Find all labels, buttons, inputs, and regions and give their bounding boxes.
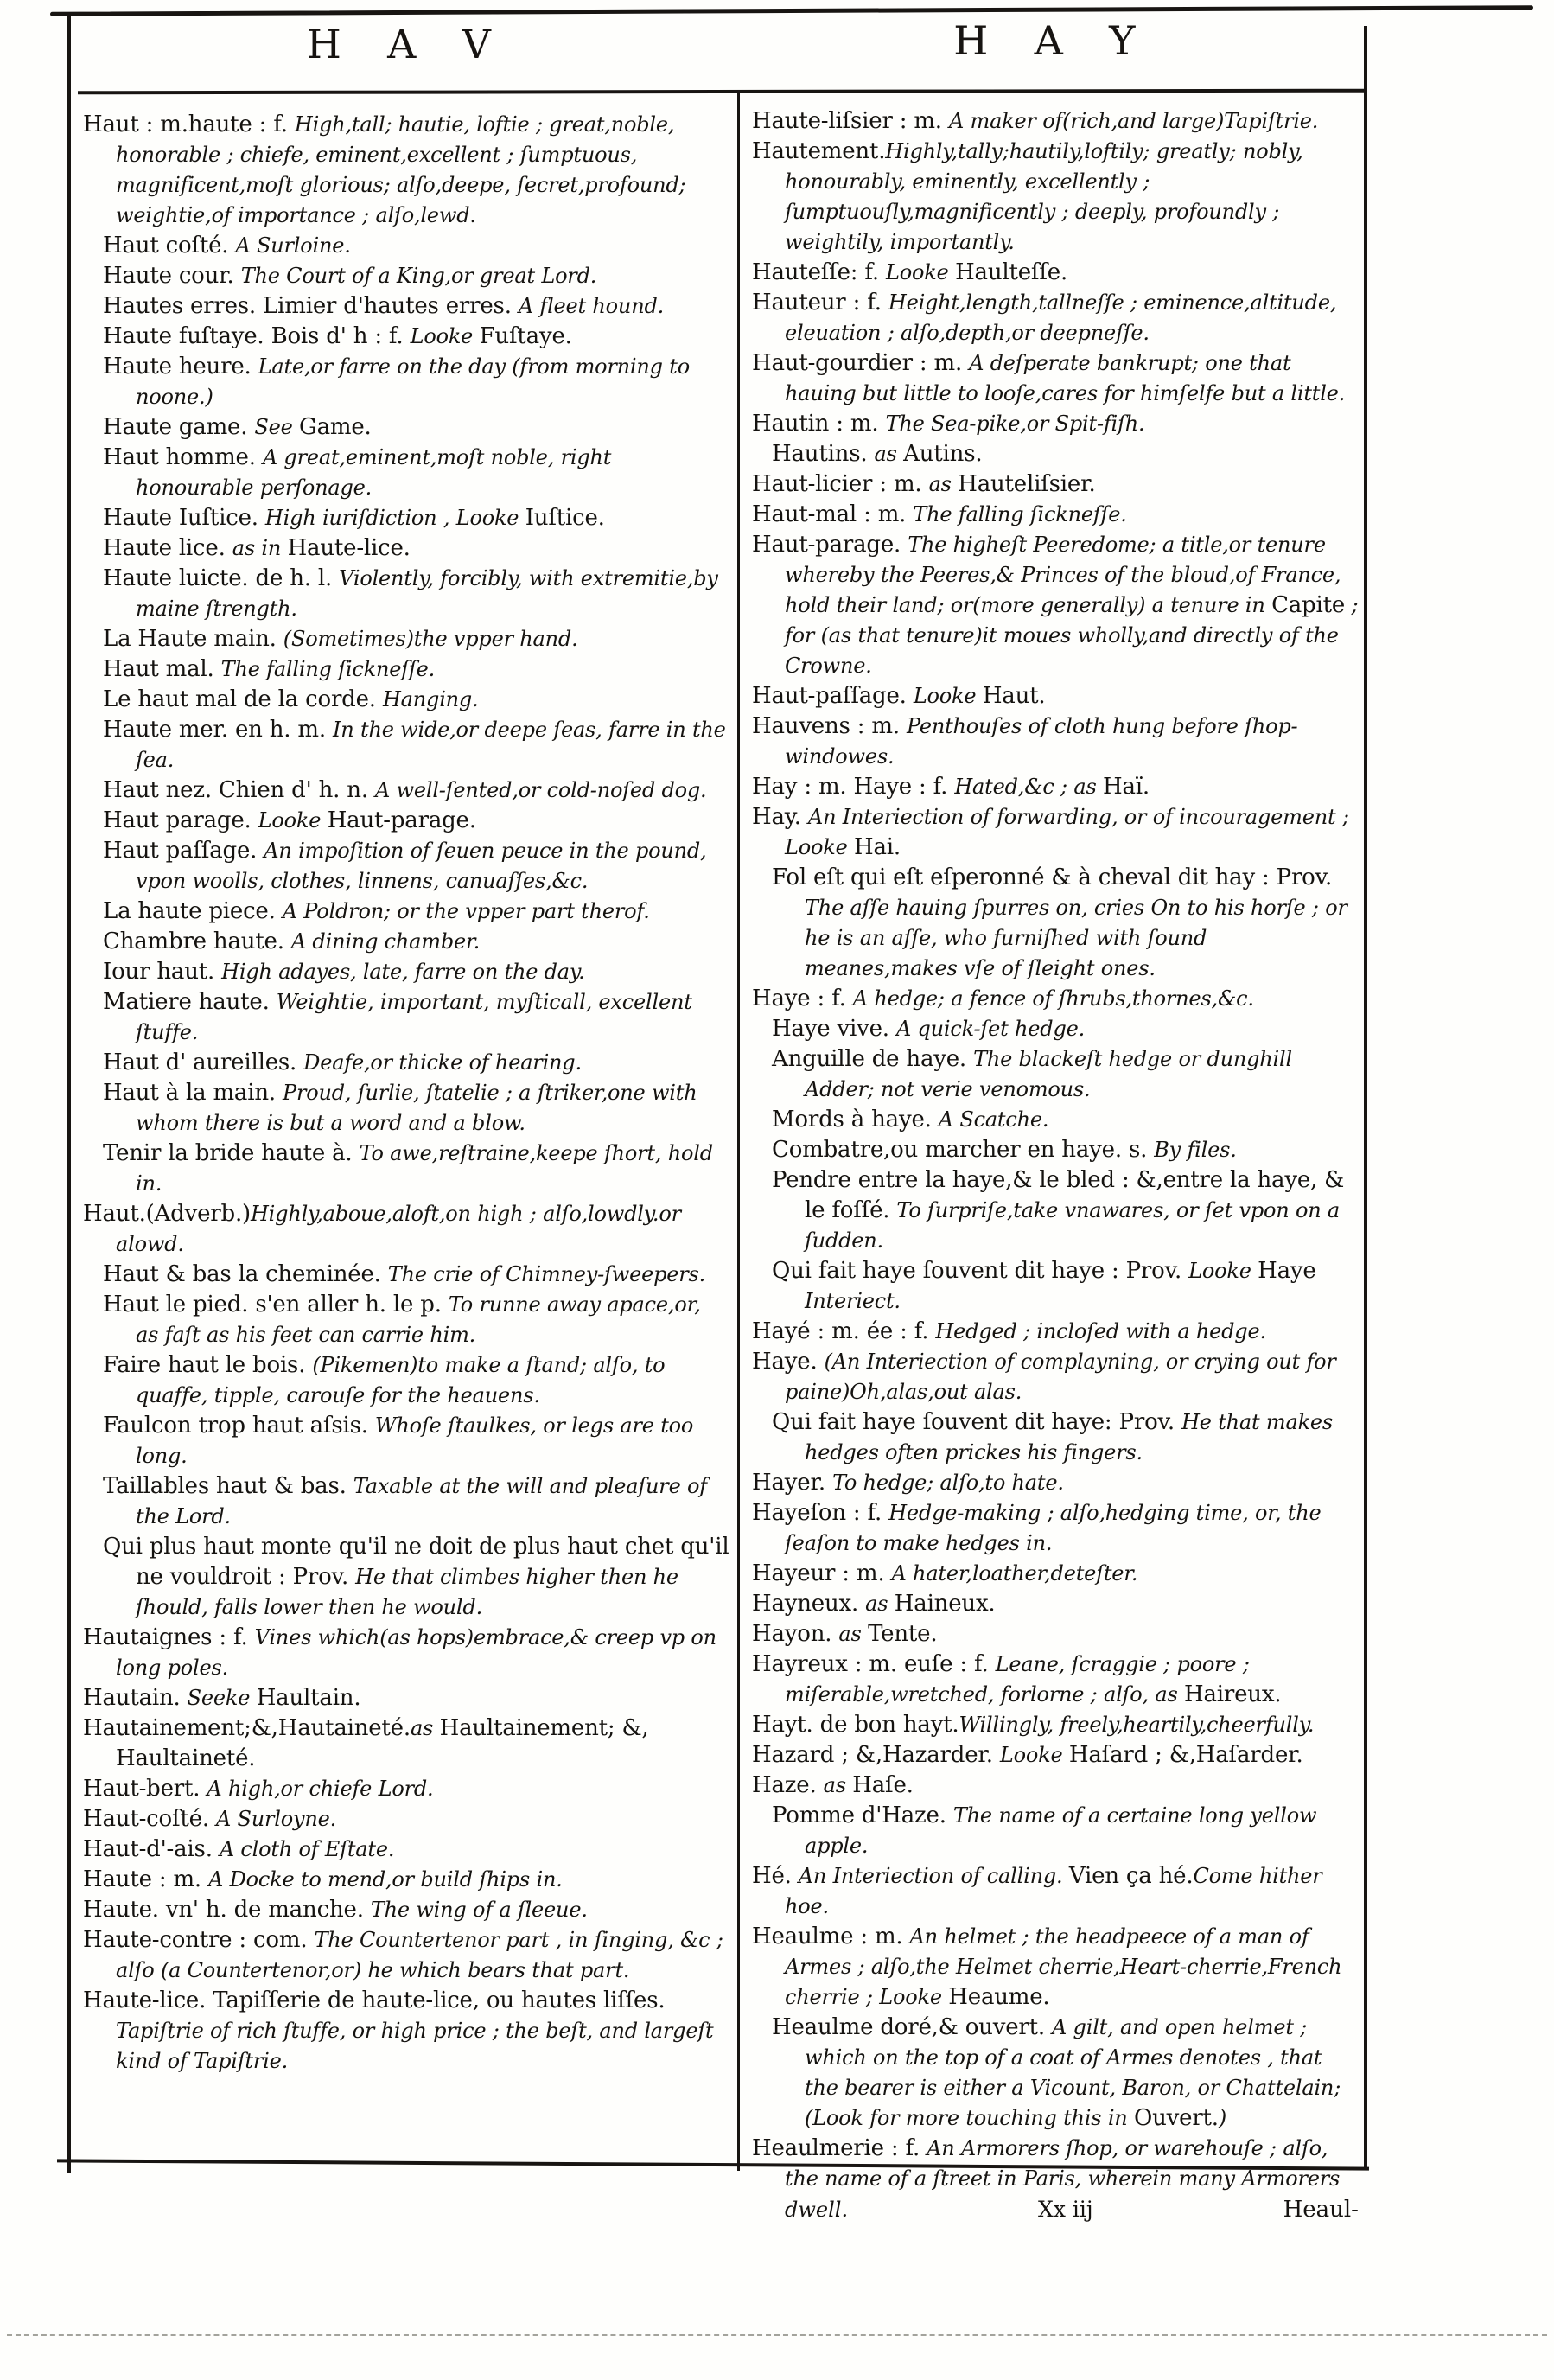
dictionary-entry [752, 258, 1359, 289]
entry-gloss: Looke [886, 260, 956, 284]
entry-headword: Haute. vn' h. de manche. [83, 1897, 371, 1923]
entry-gloss: ; for (as that tenure)it moues wholly,and directly of the Crowne. [785, 593, 1359, 678]
entry-headword: Haut-mal : m. [752, 501, 914, 527]
dictionary-entry [103, 988, 729, 1049]
dictionary-entry [103, 322, 729, 353]
entry-gloss: Highly,aboue,aloft,on high ; alſo,lowdly.or alowd. [116, 1202, 681, 1256]
entry-gloss: Tapiſtrie of rich ſtuffe, or high price ; the beſt, and largeſt kind of Tapiſtrie. [116, 2019, 714, 2073]
entry-gloss: Looke [410, 324, 480, 348]
dictionary-entry [103, 1260, 729, 1291]
dictionary-entry [752, 1499, 1359, 1560]
entry-headword: Faire haut le bois. [103, 1352, 313, 1378]
entry-headword: Haultainement; &, Haultaineté. [116, 1715, 649, 1771]
dictionary-entry [752, 2134, 1359, 2195]
dictionary-entry [103, 565, 729, 625]
entry-headword: Haut le pied. s'en aller h. le p. [103, 1292, 449, 1318]
entry-headword: La Haute main. [103, 626, 283, 652]
dictionary-entry [103, 1139, 729, 1200]
entry-headword: Pomme d'Haze. [772, 1803, 953, 1828]
dictionary-entry [103, 1472, 729, 1533]
entry-headword: Autins. [903, 441, 983, 467]
entry-gloss: A Docke to mend,or build ſhips in. [208, 1867, 563, 1892]
entry-headword: Haut à la main. [103, 1080, 283, 1106]
dictionary-entry [103, 443, 729, 504]
dictionary-entry [103, 292, 729, 322]
entry-headword: Qui fait haye ſouvent dit haye: Prov. [772, 1409, 1182, 1435]
entry-headword: Tente. [868, 1621, 938, 1647]
entry-gloss: Willingly, freely,heartily,cheerfully. [959, 1713, 1315, 1737]
entry-headword: Heaulme : m. [752, 1924, 910, 1949]
entry-headword: Haute luicte. de h. l. [103, 565, 340, 591]
entry-headword: Hay : m. Haye : f. [752, 774, 955, 800]
entry-gloss: A well-ſented,or cold-noſed dog. [374, 778, 707, 802]
dictionary-entry [752, 531, 1359, 682]
entry-gloss: A Scatche. [938, 1107, 1049, 1132]
dictionary-entry [752, 712, 1359, 773]
dictionary-entry [103, 897, 729, 928]
entry-headword: Haut d' aureilles. [103, 1050, 304, 1075]
entry-headword: Haye [1258, 1258, 1316, 1284]
entry-gloss: (Pikemen)to make a ſtand; alſo, to quaffe, tipple, carouſe for the heauens. [136, 1353, 666, 1407]
entry-gloss: as [823, 1773, 853, 1797]
entry-headword: Hayeur : m. [752, 1560, 892, 1586]
entry-headword: Hauteliſsier. [958, 471, 1096, 497]
entry-headword: Haute fuſtaye. Bois d' h : f. [103, 323, 411, 349]
dictionary-entry [83, 1835, 729, 1866]
entry-gloss: An helmet ; the headpeece of a man of Armes ; alſo,the Helmet cherrie,Heart-cherrie,French cherrie ; Looke [785, 1924, 1342, 2009]
entry-headword: Haut coſté. [103, 233, 236, 258]
entry-gloss: as [838, 1622, 869, 1646]
dictionary-entry [103, 958, 729, 988]
dictionary-entry [103, 413, 729, 443]
entry-gloss: The falling ſickneſſe. [913, 502, 1127, 526]
entry-gloss: as [928, 472, 959, 496]
entry-headword: Pendre entre la haye,& le bled : &,entre la haye, & le foſſé. [772, 1167, 1345, 1223]
entry-gloss: A maker of(rich,and large)Tapiſtrie. [948, 109, 1319, 133]
entry-headword: Haute cour. [103, 263, 241, 289]
dictionary-entry [83, 1624, 729, 1684]
entry-headword: Haut.(Adverb.) [83, 1201, 251, 1227]
entry-headword: Hayt. de bon hayt. [752, 1712, 959, 1738]
entry-headword: Hauteſſe: f. [752, 259, 887, 285]
dictionary-entry [103, 353, 729, 413]
entry-headword: Hayreux : m. euſe : f. [752, 1651, 996, 1677]
dictionary-entry [103, 262, 729, 292]
dictionary-entry [752, 137, 1359, 258]
dictionary-entry [772, 440, 1359, 470]
left-column-entries [83, 111, 729, 2077]
dictionary-entry [752, 1560, 1359, 1590]
entry-headword: Haute-contre : com. [83, 1927, 315, 1953]
entry-gloss: Looke [258, 808, 328, 833]
entry-headword: Haut paſſage. [103, 838, 264, 864]
entry-headword: Haut-coſté. [83, 1806, 216, 1832]
entry-headword: Hauteur : f. [752, 290, 888, 316]
dictionary-entry [83, 1775, 729, 1805]
signature-line [752, 2195, 1359, 2224]
entry-headword: Matiere haute. [103, 989, 277, 1015]
entry-gloss: Vines which(as hops)embrace,& creep vp on long poles. [116, 1625, 716, 1680]
entry-headword: Haye vive. [772, 1016, 896, 1042]
entry-gloss: He that climbes higher then he ſhould, falls lower then he would. [136, 1565, 678, 1619]
dictionary-entry [772, 1015, 1359, 1045]
entry-headword: Haut-bert. [83, 1776, 207, 1802]
dictionary-entry [752, 1741, 1359, 1771]
entry-gloss: A deſperate bankrupt; one that hauing but little to looſe,cares for himſelfe but a little. [785, 351, 1346, 405]
entry-headword: Haſard ; &,Haſarder. [1068, 1742, 1303, 1768]
entry-headword: Game. [299, 414, 372, 440]
entry-headword: Haut nez. Chien d' h. n. [103, 777, 375, 803]
dictionary-entry [752, 470, 1359, 501]
entry-headword: Ouvert. [1133, 2105, 1219, 2131]
entry-headword: Haute lice. [103, 535, 232, 561]
dictionary-entry [752, 773, 1359, 803]
entry-gloss: The crie of Chimney-ſweepers. [387, 1262, 706, 1286]
entry-headword: Hautaignes : f. [83, 1624, 255, 1650]
dictionary-entry [752, 803, 1359, 864]
left-page-border [67, 12, 71, 2173]
dictionary-entry [772, 1408, 1359, 1469]
entry-headword: Haut-parage. [327, 807, 476, 833]
dictionary-entry [772, 1802, 1359, 1862]
entry-headword: Haut-d'-ais. [83, 1836, 220, 1862]
dictionary-entry [103, 686, 729, 716]
entry-gloss: High adayes, late, farre on the day. [221, 960, 585, 984]
entry-headword: Taillables haut & bas. [103, 1473, 353, 1499]
dictionary-entry [752, 349, 1359, 410]
entry-headword: Mords à haye. [772, 1107, 939, 1133]
entry-gloss: Looke [913, 684, 983, 708]
entry-gloss: A fleet hound. [518, 294, 665, 318]
entry-headword: Haireux. [1184, 1681, 1282, 1707]
entry-headword: Hauvens : m. [752, 713, 907, 739]
entry-headword: Hautainement;&,Hautaineté. [83, 1715, 411, 1741]
entry-headword: Haute heure. [103, 354, 258, 380]
dictionary-entry [83, 1987, 729, 2077]
dictionary-entry [103, 504, 729, 534]
entry-gloss: The falling ſickneſſe. [220, 657, 436, 681]
dictionary-entry [772, 1136, 1359, 1166]
dictionary-entry [752, 1318, 1359, 1348]
entry-headword: Fol eſt qui eſt eſperonné & à cheval dit hay : Prov. [772, 865, 1333, 890]
page-top-rule [50, 5, 1533, 16]
entry-headword: Anguille de haye. [772, 1046, 974, 1072]
entry-headword: La haute piece. [103, 898, 283, 924]
dictionary-entry [103, 534, 729, 565]
dictionary-entry [772, 1045, 1359, 1106]
entry-headword: Haute Iuſtice. [103, 505, 265, 531]
entry-headword: Haut : m.haute : f. [83, 112, 295, 137]
entry-gloss: A high,or chiefe Lord. [207, 1777, 434, 1801]
dictionary-entry [752, 1711, 1359, 1741]
dictionary-entry [83, 1714, 729, 1775]
dictionary-entry [752, 1348, 1359, 1408]
dictionary-entry [752, 1620, 1359, 1650]
entry-gloss: The name of a certaine long yellow apple. [805, 1803, 1317, 1858]
dictionary-entry [772, 864, 1359, 985]
dictionary-entry [103, 1412, 729, 1472]
entry-gloss: To hedge; alſo,to hate. [831, 1471, 1064, 1495]
entry-gloss: The higheſt Peeredome; a title,or tenure whereby the Peeres,& Princes of the bloud,of France, hold their land; or(more generally) a tenure in [785, 533, 1341, 617]
entry-gloss: Violently, forcibly, with extremitie,by maine ſtrength. [136, 566, 718, 621]
entry-headword: Haulteſſe. [955, 259, 1068, 285]
entry-headword: Haut. [982, 683, 1046, 709]
entry-headword: Haineux. [894, 1591, 996, 1617]
dictionary-entry [103, 1351, 729, 1412]
entry-gloss: Seeke [187, 1686, 257, 1710]
dictionary-entry [752, 501, 1359, 531]
dictionary-entry [103, 655, 729, 686]
right-page-border [1364, 26, 1367, 2168]
entry-headword: Haute game. [103, 414, 255, 440]
entry-headword: Tenir la bride haute à. [103, 1140, 360, 1166]
scan-edge-artifact-line [7, 2334, 1547, 2336]
entry-headword: Haze. [752, 1772, 824, 1798]
entry-gloss: By files. [1154, 1138, 1237, 1162]
entry-gloss: An Interiection of forwarding, or of incouragement ; Looke [785, 805, 1349, 859]
entry-gloss: Interiect. [805, 1289, 901, 1313]
header-rule [78, 89, 1364, 95]
entry-gloss: Highly,tally;hautily,loftily; greatly; nobly, honourably, eminently, excellently ; ſumptuouſly,magnificently ; deeply, profoundly ; weightily, importantly. [785, 139, 1303, 254]
entry-gloss: A hater,loather,deteſter. [891, 1561, 1138, 1586]
dictionary-entry [772, 2013, 1359, 2134]
entry-headword: Capite [1271, 592, 1346, 618]
dictionary-entry [103, 928, 729, 958]
dictionary-entry [752, 985, 1359, 1015]
dictionary-entry [83, 1200, 729, 1260]
entry-gloss: To awe,reſtraine,keepe ſhort, hold in. [136, 1141, 713, 1196]
entry-gloss: Late,or farre on the day (from morning to noone.) [136, 354, 690, 409]
entry-gloss: To ſurpriſe,take vnawares, or ſet vpon on a ſudden. [805, 1198, 1341, 1253]
entry-gloss: as [874, 442, 904, 466]
entry-gloss: A dining chamber. [290, 929, 481, 954]
entry-gloss: He that makes hedges often prickes his fingers. [805, 1410, 1334, 1464]
entry-headword: Heaume. [948, 1984, 1050, 2010]
entry-gloss: (An Interiection of complayning, or crying out for paine)Oh,alas,out alas. [785, 1350, 1336, 1404]
entry-headword: Haut-parage. [752, 532, 908, 558]
entry-headword: Haultain. [256, 1685, 361, 1711]
entry-headword: Hay. [752, 804, 808, 830]
entry-headword: Heaulmerie : f. [752, 2135, 927, 2161]
entry-gloss: Penthouſes of cloth hung before ſhop-windowes. [785, 714, 1298, 769]
dictionary-entry [752, 107, 1359, 137]
entry-headword: Combatre,ou marcher en haye. s. [772, 1137, 1155, 1163]
dictionary-entry [752, 1771, 1359, 1802]
dictionary-entry [103, 776, 729, 807]
entry-gloss: Hanging. [382, 687, 479, 711]
dictionary-entry [752, 1923, 1359, 2013]
right-column [752, 107, 1359, 2224]
entry-headword: Haute-lice. Tapiſſerie de haute-lice, ou hautes liſſes. [83, 1988, 666, 2013]
entry-headword: Hayon. [752, 1621, 839, 1647]
entry-headword: Iuſtice. [525, 505, 605, 531]
entry-headword: Qui plus haut monte qu'il ne doit de plus haut chet qu'il ne vouldroit : Prov. [103, 1534, 729, 1590]
dictionary-entry [772, 1106, 1359, 1136]
entry-headword: Hai. [854, 834, 901, 860]
dictionary-entry [83, 1896, 729, 1926]
gathering-signature: Xx iij [1038, 2197, 1093, 2222]
entry-headword: Hazard ; &,Hazarder. [752, 1742, 1000, 1768]
entry-gloss: Height,length,tallneſſe ; eminence,altitude, eleuation ; alſo,depth,or deepneſſe. [785, 290, 1337, 345]
entry-gloss: A Surloyne. [215, 1807, 337, 1831]
entry-headword: Haut-licier : m. [752, 471, 929, 497]
entry-headword: Haſe. [852, 1772, 914, 1798]
dictionary-entry [752, 289, 1359, 349]
entry-gloss: Looke [1188, 1259, 1258, 1283]
left-column [83, 111, 729, 2077]
dictionary-entry [752, 1469, 1359, 1499]
entry-headword: Hayeſon : f. [752, 1500, 889, 1526]
entry-headword: Hayé : m. ée : f. [752, 1318, 936, 1344]
entry-gloss: Leane, ſcraggie ; poore ; miſerable,wretched, forlorne ; alſo, as [785, 1652, 1250, 1707]
entry-headword: Hautement. [752, 138, 886, 164]
entry-gloss: An impoſition of ſeuen peuce in the pound, vpon woolls, clothes, linnens, canuaſſes,&c. [136, 839, 707, 893]
dictionary-entry [103, 625, 729, 655]
entry-gloss: The Court of a King,or great Lord. [240, 264, 597, 288]
dictionary-entry [83, 111, 729, 232]
dictionary-entry [83, 1866, 729, 1896]
entry-headword: Fuſtaye. [479, 323, 572, 349]
dictionary-entry [752, 410, 1359, 440]
dictionary-entry [772, 1166, 1359, 1257]
entry-headword: Chambre haute. [103, 928, 291, 954]
entry-gloss: A Poldron; or the vpper part therof. [282, 899, 650, 923]
entry-headword: Le haut mal de la corde. [103, 686, 383, 712]
entry-headword: Hayneux. [752, 1591, 866, 1617]
entry-headword: Vien ça hé. [1068, 1863, 1194, 1889]
entry-gloss: Hedge-making ; alſo,hedging time, or, the ſeaſon to make hedges in. [785, 1501, 1322, 1555]
dictionary-entry [103, 232, 729, 262]
entry-headword: Haut homme. [103, 444, 263, 470]
entry-gloss: High iuriſdiction , Looke [264, 506, 525, 530]
entry-gloss: A great,eminent,moſt noble, right honourable perſonage. [136, 445, 612, 500]
entry-gloss: An Armorers ſhop, or warehouſe ; alſo, the name of a ſtreet in Paris, wherein many Armorers [785, 2136, 1341, 2191]
entry-headword: Hé. [752, 1863, 799, 1889]
dictionary-entry [752, 1650, 1359, 1711]
catchword: Heaul- [1283, 2197, 1359, 2223]
running-header-hav: H A V [306, 21, 508, 67]
entry-gloss: High,tall; hautie, loftie ; great,noble, honorable ; chiefe, eminent,excellent ; ſumptuous, magnificent,moſt glorious; alſo,deepe, ſecret,profound; weightie,of importance ; alſo,lewd. [116, 112, 686, 227]
dictionary-entry [83, 1805, 729, 1835]
column-divider-rule [737, 93, 740, 2171]
entry-gloss: An Interiection of calling. [798, 1864, 1069, 1888]
entry-headword: Hayer. [752, 1470, 832, 1496]
entry-gloss: as in [232, 536, 288, 560]
entry-headword: Haute-liſsier : m. [752, 108, 949, 134]
dictionary-entry [83, 1684, 729, 1714]
running-header-hay: H A Y [953, 17, 1152, 64]
entry-gloss: A hedge; a fence of ſhrubs,thornes,&c. [852, 986, 1254, 1011]
last-line-word: dwell. [785, 2198, 849, 2222]
entry-gloss: Whoſe ſtaulkes, or legs are too long. [136, 1413, 694, 1468]
entry-gloss: In the wide,or deepe ſeas, farre in the ſea. [136, 718, 726, 772]
entry-gloss: A gilt, and open helmet ; which on the top of a coat of Armes denotes , that the bearer is either a Vicount, Baron, or Chattelain; (Look for more touching this in [805, 2015, 1341, 2130]
dictionary-entry [103, 1079, 729, 1139]
entry-headword: Haut parage. [103, 807, 258, 833]
dictionary-entry [752, 682, 1359, 712]
entry-headword: Haute mer. en h. m. [103, 717, 334, 743]
entry-headword: Haut mal. [103, 656, 221, 682]
entry-gloss: The aſſe hauing ſpurres on, cries On to his horſe ; or he is an aſſe, who furniſhed with ſound meanes,makes vſe of ſleight ones. [805, 896, 1347, 980]
dictionary-entry [103, 1049, 729, 1079]
entry-gloss: ) [1218, 2106, 1227, 2130]
dictionary-entry [103, 716, 729, 776]
entry-headword: Haï. [1103, 774, 1150, 800]
entry-gloss: Taxable at the will and pleaſure of the Lord. [136, 1474, 707, 1528]
entry-gloss: The Countertenor part , in ſinging, &c ; alſo (a Countertenor,or) he which bears that part. [116, 1928, 723, 1982]
entry-headword: Heaulme doré,& ouvert. [772, 2014, 1052, 2040]
entry-gloss: The blackeſt hedge or dunghill Adder; not verie venomous. [805, 1047, 1292, 1101]
entry-gloss: Deafe,or thicke of hearing. [303, 1050, 582, 1075]
entry-headword: Iour haut. [103, 959, 222, 985]
entry-gloss: A quick-ſet hedge. [895, 1017, 1086, 1041]
entry-gloss: A Surloine. [235, 233, 351, 258]
entry-headword: Hautain. [83, 1685, 188, 1711]
entry-headword: Hautin : m. [752, 411, 886, 437]
entry-headword: Haute : m. [83, 1866, 209, 1892]
dictionary-entry [83, 1926, 729, 1987]
entry-gloss: The wing of a ſleeue. [370, 1898, 588, 1922]
dictionary-entry [772, 1257, 1359, 1318]
entry-headword: Haut-gourdier : m. [752, 350, 970, 376]
dictionary-entry [103, 837, 729, 897]
entry-headword: Haute-lice. [287, 535, 411, 561]
dictionary-entry [103, 807, 729, 837]
entry-gloss: The Sea-pike,or Spit-fiſh. [885, 412, 1145, 436]
entry-headword: Qui fait haye ſouvent dit haye : Prov. [772, 1258, 1189, 1284]
entry-headword: Haut-paſſage. [752, 683, 914, 709]
entry-headword: Faulcon trop haut aſsis. [103, 1413, 375, 1439]
entry-headword: Haut & bas la cheminée. [103, 1261, 388, 1287]
entry-gloss: (Sometimes)the vpper hand. [283, 627, 578, 651]
entry-headword: Haye. [752, 1349, 825, 1375]
entry-gloss: Looke [999, 1743, 1069, 1767]
dictionary-entry [103, 1533, 729, 1624]
entry-gloss: Hated,&c ; as [954, 775, 1103, 799]
dictionary-entry [103, 1291, 729, 1351]
entry-headword: Haye : f. [752, 986, 853, 1011]
entry-gloss: as [865, 1592, 895, 1616]
entry-headword: Hautins. [772, 441, 875, 467]
dictionary-entry [752, 1862, 1359, 1923]
entry-headword: Hautes erres. Limier d'hautes erres. [103, 293, 519, 319]
entry-gloss: A cloth of Eſtate. [219, 1837, 395, 1861]
dictionary-entry [752, 1590, 1359, 1620]
right-column-entries [752, 107, 1359, 2195]
entry-gloss: Come hither hoe. [785, 1864, 1322, 1918]
entry-gloss: as [410, 1716, 440, 1740]
entry-gloss: See [254, 415, 300, 439]
entry-gloss: Weightie, important, myſticall, excellent ſtuffe. [136, 990, 692, 1044]
entry-gloss: Proud, ſurlie, ſtatelie ; a ſtriker,one with whom there is but a word and a blow. [136, 1081, 697, 1135]
entry-gloss: To runne away apace,or, as faſt as his feet can carrie him. [136, 1292, 701, 1347]
entry-gloss: Hedged ; incloſed with a hedge. [935, 1319, 1266, 1343]
